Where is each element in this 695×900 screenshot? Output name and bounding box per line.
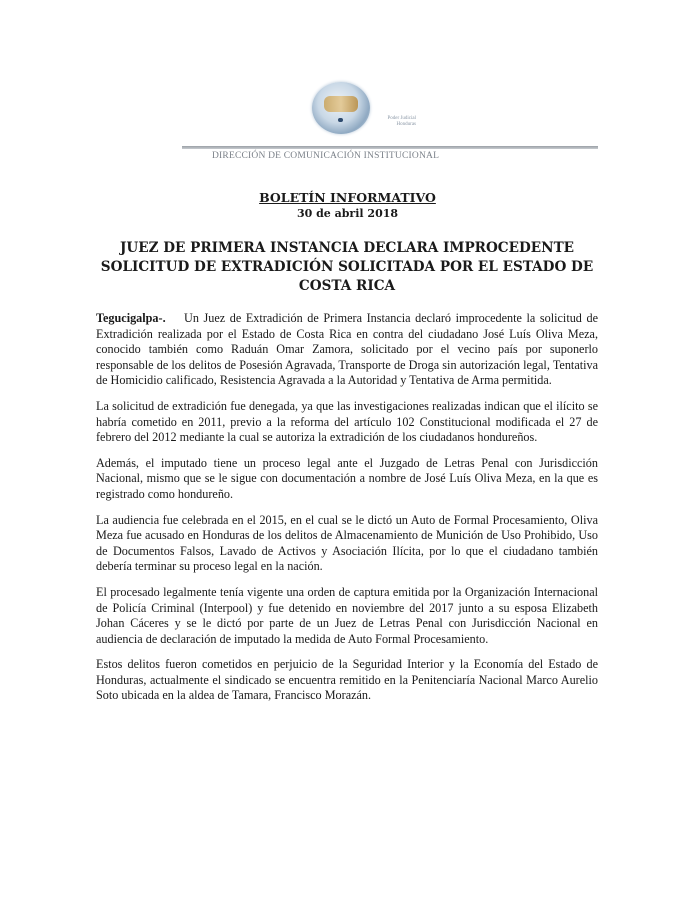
bulletin-date: 30 de abril 2018 (296, 207, 399, 220)
page-title: JUEZ DE PRIMERA INSTANCIA DECLARA IMPROCEDENTE SOLICITUD DE EXTRADICIÓN SOLICITADA POR EL ESTADO DE COSTA RICA (100, 240, 594, 294)
article-body (96, 311, 598, 714)
judicial-seal-icon (308, 80, 418, 140)
seal-figure (324, 96, 358, 112)
paragraph-2: La solicitud de extradición fue denegada, ya que las investigaciones realizadas indican que el ilícito se habría cometido en 2011, previo a la reforma del artículo 102 Constitucional modificada el 27 de febrero del 2012 mediante la cual se autoriza la extradición de los ciudadanos hondureños. (96, 398, 598, 445)
paragraph-1 (96, 311, 598, 389)
seal-caption-line2: Honduras (396, 122, 416, 127)
seal-caption-line1: Poder Judicial (387, 116, 416, 121)
paragraph-5: El procesado legalmente tenía vigente una orden de captura emitida por la Organización Internacional de Policía Criminal (Interpool) y fue detenido en noviembre del 2017 junto a su esposa Elizabeth Johan Cáceres y se le dictó por parte de un Juez de Letras Penal con Jurisdicción Nacional en audiencia de declaración de imputado la medida de Auto Formal Procesamiento. (96, 584, 598, 646)
paragraph-4: La audiencia fue celebrada en el 2015, en el cual se le dictó un Auto de Formal Procesamiento, Oliva Meza fue acusado en Honduras de los delitos de Almacenamiento de Munición de Uso Prohibido, Uso de Documentos Falsos, Lavado de Activos y Asociación Ilícita, por lo que el ciudadano también debería terminar su proceso legal en la nación. (96, 512, 598, 574)
department-name: DIRECCIÓN DE COMUNICACIÓN INSTITUCIONAL (212, 151, 440, 161)
seal-caption (372, 116, 416, 128)
paragraph-3: Además, el imputado tiene un proceso legal ante el Juzgado de Letras Penal con Jurisdicción Nacional, mismo que se le sigue con documentación a nombre de José Luís Oliva Meza, en la que es registrado como hondureño. (96, 455, 598, 501)
bulletin-label (0, 190, 695, 205)
paragraph-6: Estos delitos fueron cometidos en perjuicio de la Seguridad Interior y la Economía del Estado de Honduras, actualmente el sindicado se encuentra remitido en la Penitenciaría Nacional Marco Aurelio Soto ubicada en la aldea de Tamara, Francisco Morazán. (96, 657, 598, 703)
seal-detail (338, 118, 343, 122)
dateline: Tegucigalpa-. (96, 311, 166, 325)
header-divider (182, 146, 598, 149)
paragraph-1-text: Un Juez de Extradición de Primera Instancia declaró improcedente la solicitud de Extradición realizada por el Estado de Costa Rica en contra del ciudadano José Luís Oliva Meza, conocido también como Raduán Omar Zamora, solicitado por el vecino país por suponerlo responsable de los delitos de Posesión Agravada, Transporte de Droga sin autorización legal, Tentativa de Homicidio calificado, Resistencia Agravada a la Autoridad y Tentativa de Arma permitida. (96, 311, 598, 388)
bulletin-label-text: BOLETÍN INFORMATIVO (259, 190, 436, 205)
